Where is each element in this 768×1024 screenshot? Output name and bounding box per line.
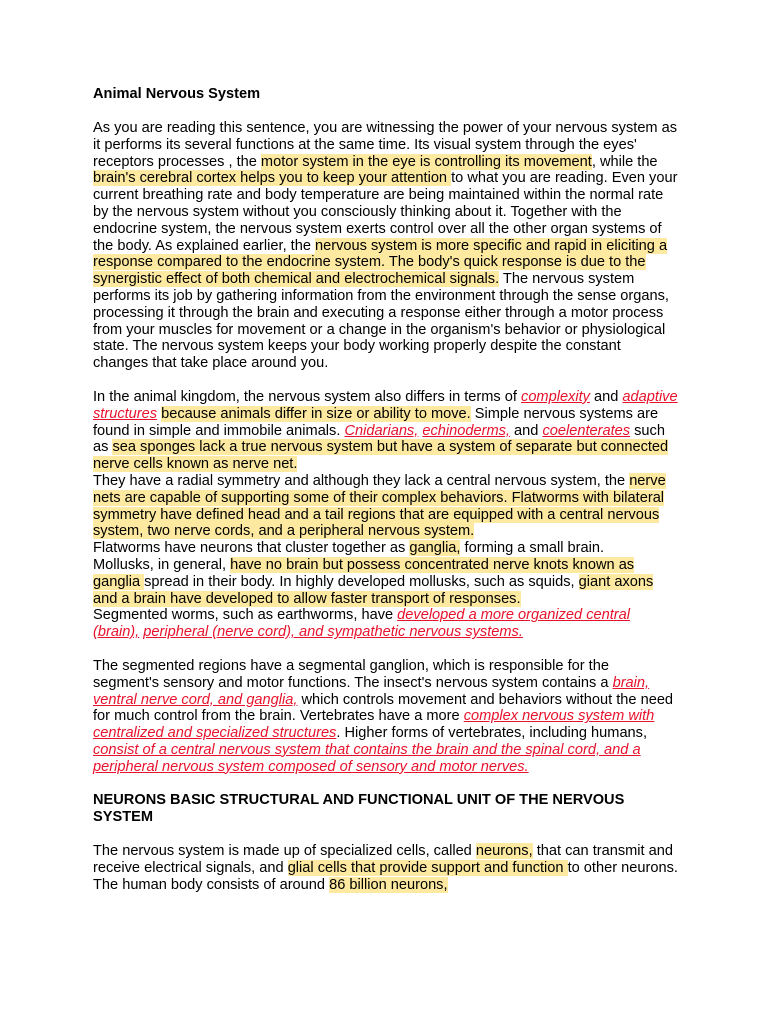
hyperlink[interactable]: coelenterates bbox=[542, 422, 631, 439]
text-run: Flatworms have neurons that cluster together as bbox=[93, 540, 410, 557]
paragraph-gap bbox=[93, 775, 678, 792]
text-run: As you are reading this sentence, you are witnessing the power of your nervous system as it performs its several functions at the same time. Its visual system through the eyes' receptors processes , the bbox=[93, 120, 678, 170]
highlighted-text: motor system in the eye is controlling its movement bbox=[260, 153, 592, 170]
text-run: spread in their body. In highly developed mollusks, such as squids, bbox=[144, 573, 579, 590]
highlighted-text: giant axons and a brain have developed to allow faster transport of responses. bbox=[93, 573, 654, 607]
text-run: Segmented worms, such as earthworms, have bbox=[93, 607, 398, 624]
highlighted-text: sea sponges lack a true nervous system but have a system of separate but connected nerve cells known as nerve net. bbox=[93, 439, 669, 473]
text-run: The segmented regions have a segmental ganglion, which is responsible for the segment's sensory and motor functions. The insect's nervous system contains a bbox=[93, 657, 613, 691]
text-run: In the animal kingdom, the nervous system also differs in terms of bbox=[93, 388, 522, 405]
hyperlink[interactable]: echinoderms, bbox=[422, 422, 510, 439]
highlighted-text: glial cells that provide support and function bbox=[287, 860, 568, 877]
text-run: forming a small brain. bbox=[460, 540, 605, 557]
hyperlink[interactable]: complexity bbox=[521, 388, 590, 405]
text-run: The nervous system is made up of specialized cells, called bbox=[93, 843, 476, 860]
hyperlink[interactable]: brain, ventral nerve cord, and ganglia, bbox=[93, 674, 650, 708]
paragraph-neurons bbox=[93, 843, 678, 893]
paragraph bbox=[93, 389, 678, 641]
document-title: Animal Nervous System bbox=[93, 86, 261, 102]
text-run: to what you are reading. Even your current breathing rate and body temperature are being maintained within the normal rate by the nervous system without you consciously thinking about it. Together with the endocrine system, the nervous system exerts control over all the other organ systems of the body. As explained earlier, the bbox=[93, 170, 678, 254]
hyperlink[interactable]: consist of a central nervous system that contains the brain and the spinal cord, and a peripheral nervous system composed of sensory and motor nerves. bbox=[93, 741, 641, 775]
paragraph-gap bbox=[93, 641, 678, 658]
text-run: , while the bbox=[591, 153, 658, 170]
document-body bbox=[93, 120, 678, 792]
text-run: such as bbox=[93, 422, 665, 456]
paragraph bbox=[93, 658, 678, 776]
highlighted-text: neurons, bbox=[475, 843, 533, 860]
highlighted-text: have no brain but possess concentrated nerve knots known as ganglia bbox=[93, 556, 635, 590]
hyperlink[interactable]: adaptive structures bbox=[93, 388, 678, 422]
paragraph bbox=[93, 120, 678, 372]
text-run: and bbox=[589, 388, 623, 405]
paragraph-gap bbox=[93, 372, 678, 389]
highlighted-text: ganglia, bbox=[409, 540, 461, 557]
text-run: They have a radial symmetry and although they lack a central nervous system, the bbox=[93, 472, 630, 489]
hyperlink[interactable]: peripheral (nerve cord), and sympathetic nervous systems. bbox=[143, 624, 523, 641]
highlighted-text: because animals differ in size or ability to move. bbox=[161, 405, 471, 422]
text-run: The nervous system performs its job by gathering information from the environment through the sense organs, processing it through the brain and executing a response either through a motor process from your muscles for movement or a change in the organism's behavior or physiological state. The nervous system keeps your body working properly despite the constant changes that take place around you. bbox=[93, 271, 669, 372]
text-run: Mollusks, in general, bbox=[93, 556, 231, 573]
section-heading: NEURONS BASIC STRUCTURAL AND FUNCTIONAL UNIT OF THE NERVOUS SYSTEM bbox=[93, 792, 625, 826]
text-run: to other neurons. The human body consists of around bbox=[93, 860, 678, 894]
text-run: which controls movement and behaviors without the need for much control from the brain. Vertebrates have a more bbox=[93, 691, 674, 725]
hyperlink[interactable]: developed a more organized central (brain), bbox=[93, 607, 631, 641]
text-run: that can transmit and receive electrical signals, and bbox=[93, 843, 673, 877]
text-run: and bbox=[509, 422, 543, 439]
text-run: Simple nervous systems are found in simple and immobile animals. bbox=[93, 405, 659, 439]
highlighted-text: brain's cerebral cortex helps you to keep your attention bbox=[93, 170, 452, 187]
highlighted-text: nerve nets are capable of supporting some of their complex behaviors. Flatworms with bilateral symmetry have defined head and a tail regions that are equipped with a central nervous system, two nerve cords, and a peripheral nervous system. bbox=[93, 472, 666, 540]
hyperlink[interactable]: complex nervous system with centralized and specialized structures bbox=[93, 708, 655, 742]
highlighted-text: 86 billion neurons, bbox=[329, 877, 448, 894]
text-run: . Higher forms of vertebrates, including humans, bbox=[336, 725, 648, 742]
highlighted-text: nervous system is more specific and rapid in eliciting a response compared to the endocrine system. The body's quick response is due to the synergistic effect of both chemical and electrochemical signals. bbox=[93, 237, 668, 288]
hyperlink[interactable]: Cnidarians, bbox=[344, 422, 419, 439]
